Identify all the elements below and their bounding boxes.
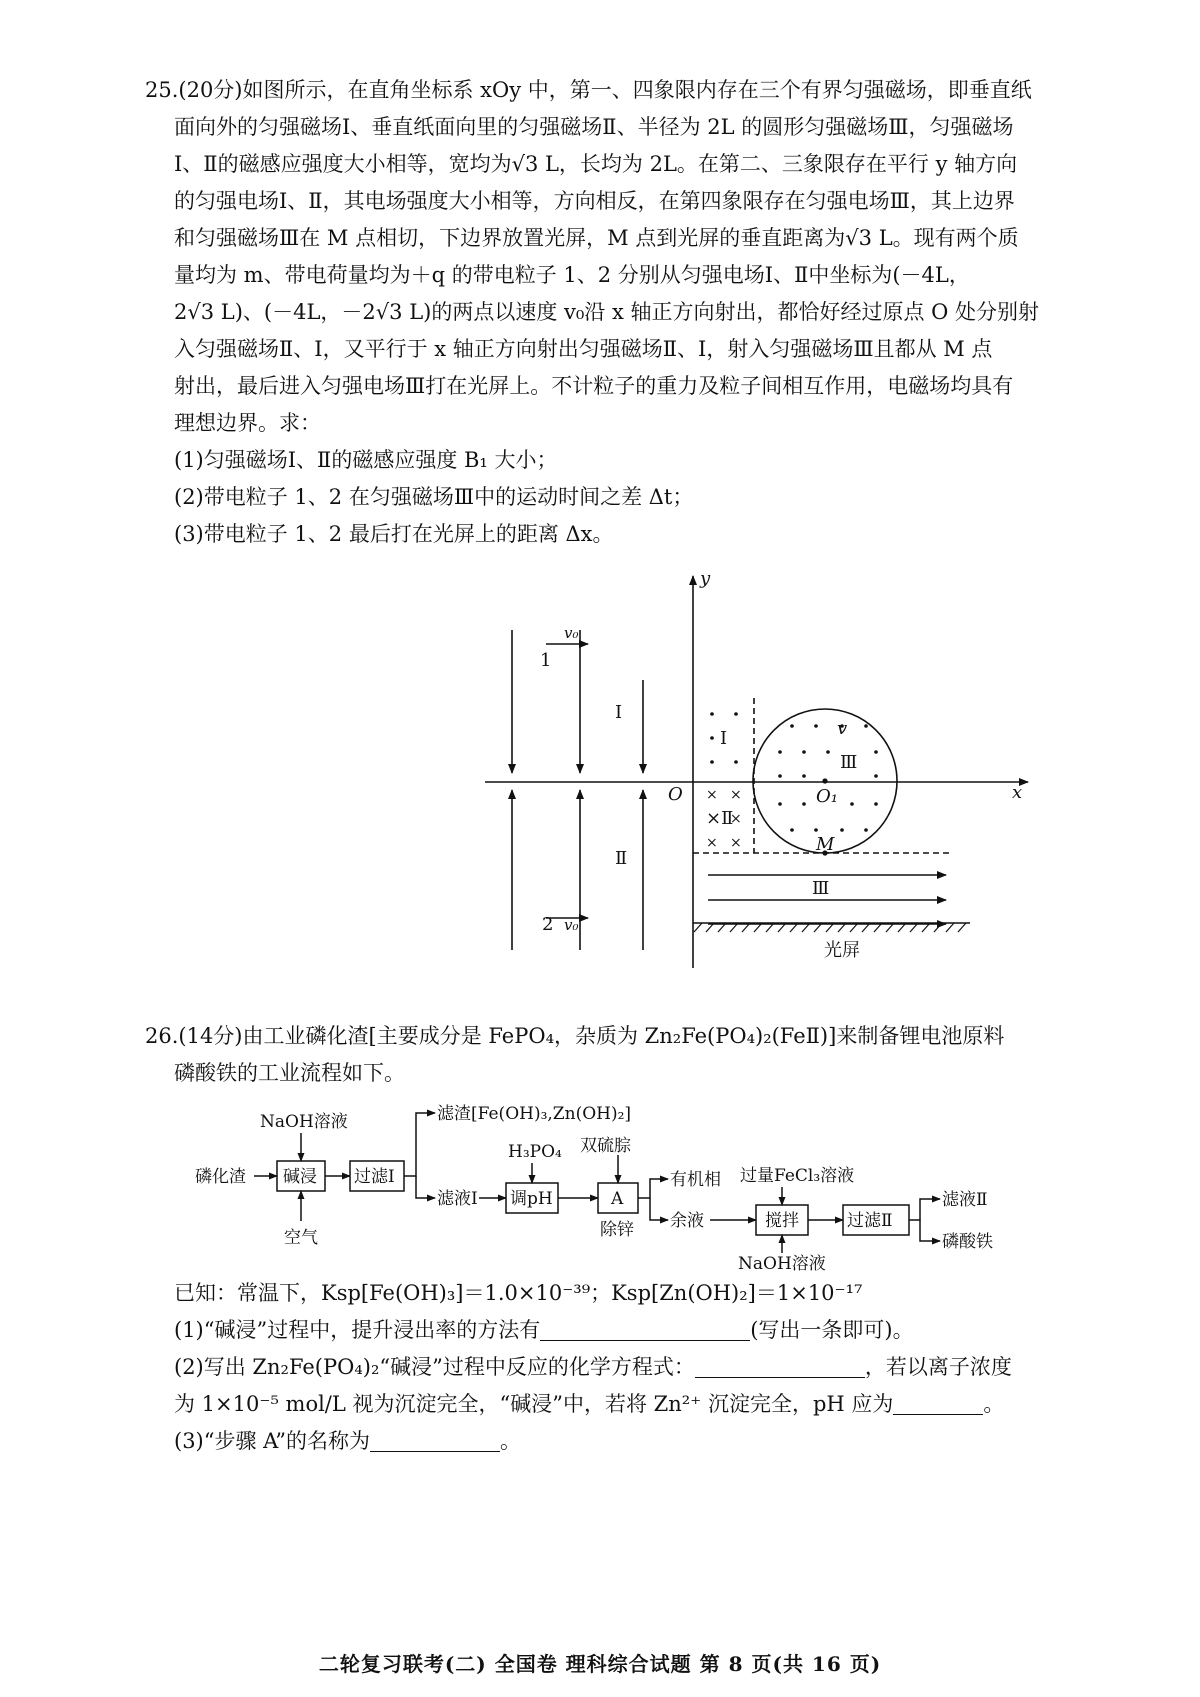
q25-line-10: 理想边界。求： [174, 411, 321, 435]
q26-sub-1-b: (写出一条即可)。 [750, 1318, 914, 1342]
label-x: x [1012, 782, 1023, 803]
q26-questions [174, 1275, 1012, 1460]
flow-residue: 滤渣[Fe(OH)₃,Zn(OH)₂] [437, 1104, 632, 1124]
flow-naoh-1: NaOH溶液 [260, 1112, 348, 1132]
label-y: y [700, 568, 711, 589]
label-v0-top: v₀ [564, 624, 579, 642]
flow-adjust-ph: 调pH [510, 1189, 553, 1209]
question-26 [145, 1018, 1004, 1092]
q26-sub-1 [174, 1312, 1012, 1349]
q26-flowchart [190, 1095, 1020, 1275]
q26-sub-1-a: (1)“碱浸”过程中，提升浸出率的方法有 [174, 1318, 541, 1342]
flow-filtrate-1: 滤液Ⅰ [437, 1189, 478, 1209]
flow-filter-1: 过滤Ⅰ [354, 1167, 395, 1187]
question-25 [145, 72, 1039, 553]
q26-sub-2-d: 。 [983, 1392, 1005, 1416]
label-v: v [837, 718, 848, 739]
label-b2: ×Ⅱ [706, 808, 734, 829]
svg-text:×: × [706, 787, 718, 803]
flow-fecl3: 过量FeCl₃溶液 [740, 1166, 855, 1186]
flow-filter-2: 过滤Ⅱ [847, 1211, 893, 1231]
answer-blank-4[interactable] [370, 1429, 500, 1452]
svg-text:×: × [730, 787, 742, 803]
q26-sub-2-cont [174, 1386, 1012, 1423]
q26-known: 已知：常温下，Ksp[Fe(OH)₃]＝1.0×10⁻³⁹；Ksp[Zn(OH)₂]＝1×10⁻¹⁷ [174, 1281, 863, 1305]
q26-sub-2 [174, 1349, 1012, 1386]
answer-blank-3[interactable] [893, 1392, 983, 1415]
flow-step-a: A [611, 1189, 624, 1209]
q26-sub-2-c: 为 1×10⁻⁵ mol/L 视为沉淀完全，“碱浸”中，若将 Zn²⁺ 沉淀完全，pH 应为 [174, 1392, 894, 1416]
svg-text:×: × [706, 835, 718, 851]
flow-filtrate-2: 滤液Ⅱ [942, 1190, 988, 1210]
q25-sub-3: (3)带电粒子 1、2 最后打在光屏上的距离 Δx。 [174, 522, 614, 546]
label-particle-2: 2 [542, 914, 554, 935]
flow-alkali-leach: 碱浸 [283, 1167, 317, 1187]
label-b1: Ⅰ [720, 728, 728, 749]
label-particle-1: 1 [540, 650, 552, 671]
flow-raw: 磷化渣 [195, 1167, 246, 1187]
page-footer: 二轮复习联考(二) 全国卷 理科综合试题 第 8 页(共 16 页) [318, 1652, 882, 1676]
q25-line-6: 量均为 m、带电荷量均为＋q 的带电粒子 1、2 分别从匀强电场Ⅰ、Ⅱ中坐标为(－4L， [174, 263, 970, 287]
q25-line-2: 面向外的匀强磁场Ⅰ、垂直纸面向里的匀强磁场Ⅱ、半径为 2L 的圆形匀强磁场Ⅲ，匀强磁场 [174, 115, 1014, 139]
label-e3: Ⅲ [812, 878, 830, 899]
q25-line-8: 入匀强磁场Ⅱ、Ⅰ，又平行于 x 轴正方向射出匀强磁场Ⅱ、Ⅰ，射入匀强磁场Ⅲ且都从 M 点 [174, 337, 993, 361]
svg-text:×: × [730, 835, 742, 851]
q25-sub-1: (1)匀强磁场Ⅰ、Ⅱ的磁感应强度 B₁ 大小； [174, 448, 558, 472]
q25-line-4: 的匀强电场Ⅰ、Ⅱ，其电场强度大小相等，方向相反，在第四象限存在匀强电场Ⅲ，其上边界 [174, 189, 1015, 213]
q25-line-1: 25.(20分)如图所示，在直角坐标系 xOy 中，第一、四象限内存在三个有界匀强磁场，即垂直纸 [145, 78, 1032, 102]
flow-remain: 余液 [670, 1211, 704, 1231]
q26-sub-2-a: (2)写出 Zn₂Fe(PO₄)₂“碱浸”过程中反应的化学方程式： [174, 1355, 695, 1379]
q26-sub-3 [174, 1423, 1012, 1460]
q25-line-5: 和匀强磁场Ⅲ在 M 点相切，下边界放置光屏，M 点到光屏的垂直距离为√3 L。现有两个质 [174, 226, 1019, 250]
label-screen: 光屏 [824, 940, 860, 961]
flow-air: 空气 [284, 1228, 318, 1248]
label-e2: Ⅱ [615, 848, 628, 869]
flow-stir: 搅拌 [765, 1211, 799, 1231]
label-m: M [816, 834, 835, 855]
flow-h3po4: H₃PO₄ [508, 1142, 562, 1162]
answer-blank-2[interactable] [695, 1355, 865, 1378]
label-e1: Ⅰ [615, 702, 623, 723]
label-v0-bottom: v₀ [564, 916, 579, 934]
svg-text:×: × [730, 811, 742, 827]
label-b3: Ⅲ [840, 752, 858, 773]
flow-organic: 有机相 [670, 1170, 721, 1190]
q26-sub-2-b: ，若以离子浓度 [864, 1355, 1012, 1379]
flow-naoh-2: NaOH溶液 [738, 1254, 826, 1274]
q25-line-7: 2√3 L)、(－4L，－2√3 L)的两点以速度 v₀沿 x 轴正方向射出，都恰好经过原点 O 处分别射 [174, 300, 1040, 324]
q26-line-1: 26.(14分)由工业磷化渣[主要成分是 FePO₄，杂质为 Zn₂Fe(PO₄)₂(FeⅡ)]来制备锂电池原料 [145, 1024, 1005, 1048]
q25-figure [480, 568, 1040, 978]
flow-dezinc: 除锌 [600, 1220, 634, 1240]
label-origin: O [668, 784, 683, 805]
q25-line-3: Ⅰ、Ⅱ的磁感应强度大小相等，宽均为√3 L，长均为 2L。在第二、三象限存在平行 y 轴方向 [174, 152, 1018, 176]
q25-sub-2: (2)带电粒子 1、2 在匀强磁场Ⅲ中的运动时间之差 Δt； [174, 485, 694, 509]
q25-line-9: 射出，最后进入匀强电场Ⅲ打在光屏上。不计粒子的重力及粒子间相互作用，电磁场均具有 [174, 374, 1014, 398]
answer-blank-1[interactable] [540, 1318, 750, 1341]
flow-product: 磷酸铁 [942, 1232, 993, 1252]
q26-sub-3-a: (3)“步骤 A”的名称为 [174, 1429, 370, 1453]
q26-sub-3-b: 。 [499, 1429, 521, 1453]
label-o1: O₁ [816, 786, 838, 807]
flow-dithizone: 双硫腙 [580, 1136, 631, 1156]
q26-line-2: 磷酸铁的工业流程如下。 [174, 1061, 405, 1085]
